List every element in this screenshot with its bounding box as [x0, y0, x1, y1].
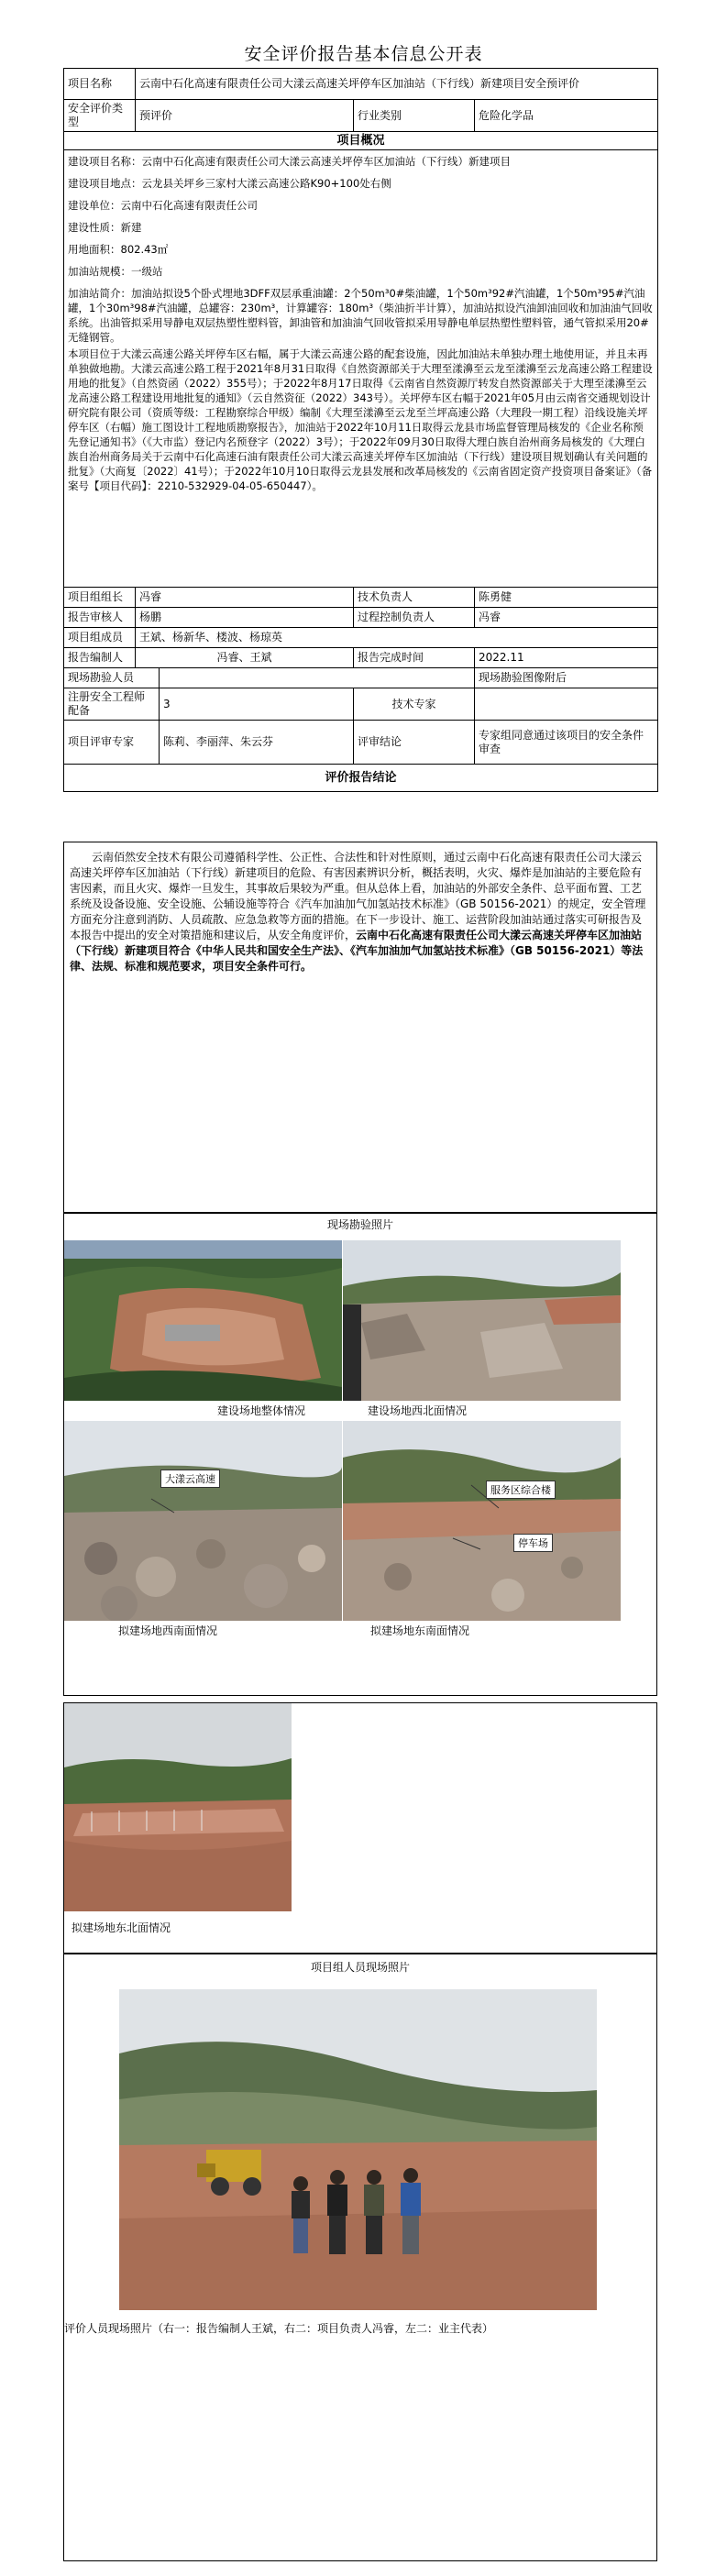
photo-site-overall [64, 1240, 342, 1401]
photo-caption: 建设场地西北面情况 [368, 1404, 468, 1417]
site-photos-header: 现场勘验照片 [326, 1218, 393, 1231]
overview-line: 加油站规模：一级站 [68, 265, 163, 278]
process-value: 冯睿 [475, 608, 658, 628]
info-table [63, 68, 658, 792]
opinion-label: 评审结论 [354, 721, 475, 765]
engineer-value: 3 [160, 688, 354, 721]
industry-value: 危险化学品 [475, 100, 658, 132]
tag-parking: 停车场 [513, 1534, 553, 1552]
reviewer-label: 报告审核人 [64, 608, 136, 628]
leader-label: 项目组组长 [64, 588, 136, 608]
members-label: 项目组成员 [64, 628, 136, 648]
photo-caption: 拟建场地西南面情况 [118, 1624, 218, 1637]
members-value: 王斌、杨新华、楼波、杨琼英 [136, 628, 658, 648]
staff-photos-header: 项目组人员现场照片 [310, 1961, 410, 1974]
expert-label: 技术专家 [354, 688, 475, 721]
overview-line: 建设项目名称：云南中石化高速有限责任公司大漾云高速关坪停车区加油站（下行线）新建项目 [68, 155, 511, 168]
writer-value: 冯睿、王斌 [136, 648, 354, 668]
writer-label: 报告编制人 [64, 648, 136, 668]
eval-type-label: 安全评价类型 [64, 100, 136, 132]
process-label: 过程控制负责人 [354, 608, 475, 628]
overview-line: 用地面积：802.43㎡ [68, 243, 169, 256]
staff-photo-caption: 评价人员现场照片（右一：报告编制人王斌，右二：项目负责人冯睿，左二：业主代表） [64, 2322, 494, 2335]
overview-line: 建设单位：云南中石化高速有限责任公司 [68, 199, 258, 212]
overview-body [64, 150, 658, 588]
visit-label: 现场勘验人员 [64, 668, 160, 688]
conclusion-text [64, 842, 656, 974]
expert-value [475, 688, 658, 721]
tag-service-building: 服务区综合楼 [486, 1481, 556, 1499]
overview-para: 加油站简介：加油站拟设5个卧式埋地3DFF双层承重油罐：2个50m³0#柴油罐，1个50m³92#汽油罐，1个50m³95#汽油罐，1个30m³98#汽油罐，总罐容：230m³，计算罐容：180m³（柴油折半计算），加油站拟设汽油卸油回收和加油油气回收系统。出油管拟采用导静电双层热塑性塑料管，卸油管和加油油气回收管拟采用导静电单层热塑性塑料管，通气管拟采用20#无缝钢管。 [68, 287, 653, 344]
engineer-label: 注册安全工程师配备 [64, 688, 160, 721]
opinion-value: 专家组同意通过该项目的安全条件审查 [475, 721, 658, 765]
done-label: 报告完成时间 [354, 648, 475, 668]
page-title: 安全评价报告基本信息公开表 [244, 44, 483, 64]
photo-site-northeast [64, 1703, 292, 1911]
reviewer-value: 杨鹏 [136, 608, 354, 628]
overview-line: 建设项目地点：云龙县关坪乡三家村大漾云高速公路K90+100处右侧 [68, 177, 391, 190]
review-label: 项目评审专家 [64, 721, 160, 765]
visit-value [160, 668, 475, 688]
photo-site-southeast [343, 1421, 621, 1621]
conclusion-text-bold: 云南中石化高速有限责任公司大漾云高速关坪停车区加油站（下行线）新建项目符合《中华人民共和国安全生产法》、《汽车加油加气加氢站技术标准》（GB 50156-2021）等法律、法规、标准和规范要求，项目安全条件可行。 [70, 929, 644, 973]
overview-para: 本项目位于大漾云高速公路关坪停车区右幅，属于大漾云高速公路的配套设施，因此加油站未单独办理土地使用证，并且未再单独做地勘。大漾云高速公路工程于2021年8月31日取得《自然资源部关于大理至漾濞至云龙至漾濞至云龙高速公路工程建设用地的批复》（自然资函（2022）355号）；于2022年8月17日取得《云南省自然资源厅转发自然资源部关于大理至漾濞至云龙高速公路工程建设用地批复的通知》（云自然资征（2022）343号）。关坪停车区右幅于2021年05月由云南省交通规划设计研究院有限公司（资质等级：工程勘察综合甲级）编制《大理至漾濞至云龙至兰坪高速公路（大理段一期工程）沿线设施关坪停车区（右幅）施工图设计工程地质勘察报告》，加油站于2022年10月11日取得云龙县市场监督管理局核发的《企业名称预先登记通知书》（《大市监）登记内名预登字（2022）3号）；于2022年09月30日取得大理白族自治州商务局核发的《大理白族自治州商务局关于云南中石化高速石油有限责任公司大漾云高速关坪停车区加油站（下行线）建设项目规划确认有关问题的批复》（大商复〔2022〕41号）；于2022年10月10日取得云龙县发展和改革局核发的《云南省固定资产投资项目备案证》（备案号【项目代码】：2210-532929-04-05-650447）。 [68, 347, 653, 492]
overview-line: 建设性质：新建 [68, 221, 142, 234]
conclusion-box [63, 842, 657, 1214]
photo-caption: 拟建场地东北面情况 [72, 1921, 171, 1934]
project-name-label: 项目名称 [64, 69, 136, 100]
photo-caption: 拟建场地东南面情况 [370, 1624, 470, 1637]
overview-header: 项目概况 [64, 132, 658, 150]
photo-caption: 建设场地整体情况 [217, 1404, 306, 1417]
tech-label: 技术负责人 [354, 588, 475, 608]
eval-type-value: 预评价 [136, 100, 354, 132]
photo-site-southwest [64, 1421, 342, 1621]
tag-highway: 大漾云高速 [160, 1470, 220, 1488]
tech-value: 陈勇健 [475, 588, 658, 608]
done-value: 2022.11 [475, 648, 658, 668]
project-name-value: 云南中石化高速有限责任公司大漾云高速关坪停车区加油站（下行线）新建项目安全预评价 [136, 69, 658, 100]
leader-value: 冯睿 [136, 588, 354, 608]
conclusion-header: 评价报告结论 [64, 765, 658, 792]
photo-site-northwest [343, 1240, 621, 1401]
industry-label: 行业类别 [354, 100, 475, 132]
conclusion-text-main: 云南佰然安全技术有限公司遵循科学性、公正性、合法性和针对性原则，通过云南中石化高速有限责任公司大漾云高速关坪停车区加油站（下行线）新建项目的危险、有害因素辨识分析，概括表明，火灾、爆炸是加油站的主要危险有害因素，而且火灾、爆炸一旦发生，其事故后果较为严重。但从总体上看，加油站的外部安全条件、总平面布置、工艺系统及设备设施、安全设施、公辅设施等符合《汽车加油加气加氢站技术标准》（GB 50156-2021）的规定，安全管理方面充分注意到消防、人员疏散、应急急救等方面的措施。在下一步设计、施工、运营阶段加油站通过落实可研报告及本报告中提出的安全对策措施和建议后，从安全角度评价， [70, 851, 646, 941]
photo-team-onsite [119, 1989, 597, 2310]
review-value: 陈莉、李丽萍、朱云芬 [160, 721, 354, 765]
photo-note: 现场勘验图像附后 [475, 668, 658, 688]
